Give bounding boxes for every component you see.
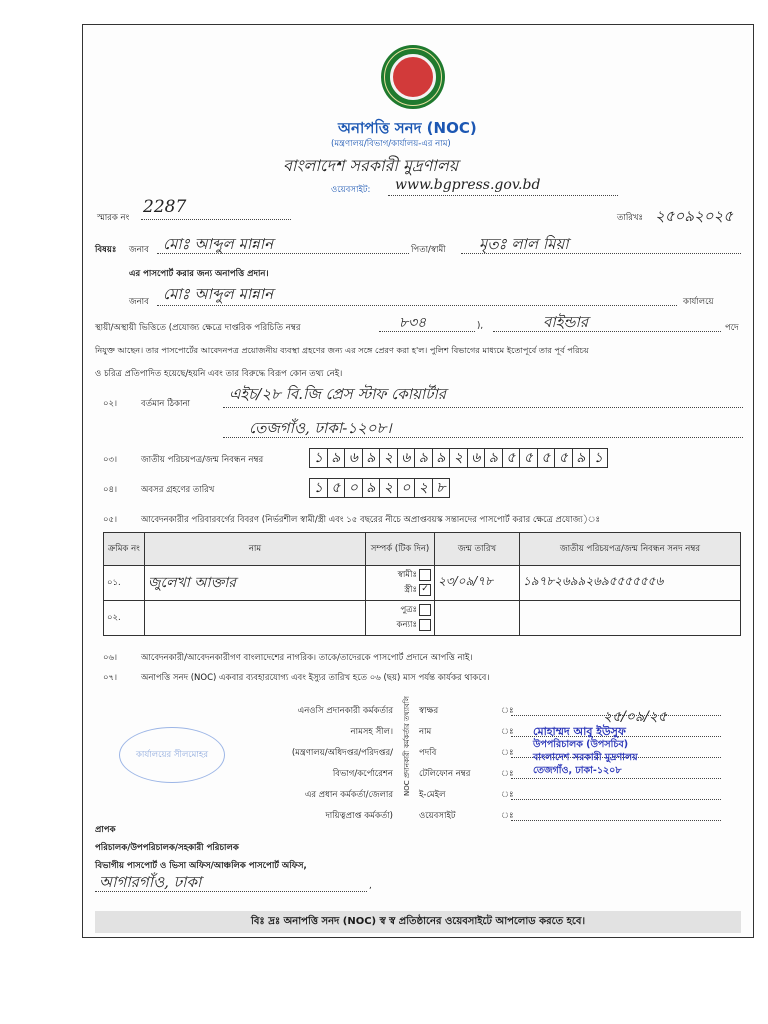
post-label: পদে [725, 323, 739, 333]
nid-digit-box: ১ [589, 448, 608, 468]
body-line3: নিযুক্ত আছেন। তার পাসপোর্টের আবেদনপত্র প্রয়োজনীয় ব্যবস্থা গ্রহণের জন্য এর সঙ্গে প্রেরণ করা হ'ল। পুলিশ বিভাগের মাধ্যমে ইতোপূর্বে তার পূর্ব পরিচয় [95, 345, 589, 355]
retirement-date-digit-box: ৯ [362, 478, 380, 498]
relation-label: স্ত্রীঃ [404, 585, 417, 595]
table-header: ক্রমিক নং [104, 533, 145, 566]
stamp-line: তেজগাঁও, ঢাকা-১২০৮ [533, 765, 622, 776]
field-website: ওয়েবসাইট [419, 811, 456, 821]
retirement-date-digit-box: ১ [309, 478, 327, 498]
issuer-info-vertical-label: NOC প্রদানকারী কর্মকর্তার তথ্যাবলি [403, 696, 411, 796]
office-name: বাংলাদেশ সরকারী মুদ্রণালয় [283, 156, 459, 175]
row-name [145, 601, 366, 636]
subject-janab: জনাব [129, 245, 149, 255]
issuer-description [243, 701, 393, 827]
issuer-field-labels [419, 701, 470, 827]
body-janab: জনাব [129, 297, 149, 307]
issuer-line: এর প্রধান কর্মকর্তা/জেলার [304, 790, 393, 800]
date-label: তারিখঃ [617, 213, 644, 223]
subject-label: বিষয়ঃ [95, 245, 117, 255]
noc-form: অনাপত্তি সনদ (NOC) (মন্ত্রণালয়/বিভাগ/কার্যালয়-এর নাম) বাংলাদেশ সরকারী মুদ্রণালয় ওয়েবসাইট: www.bgpress.gov.bd স্মারক নং 2287 তারিখঃ ২৫০৯২০২৫ বিষয়ঃ জনাব মোঃ আব্দুল মান্নান পিতা/স্বামী মৃতঃ লাল মিয়া এর পাসপোর্ট করার জন্য অনাপত্তি প্রদান। জনাব মোঃ আব্দুল মান্নান কার্যালয়ে স্থায়ী/অস্থায়ী ভিত্তিতে (প্রযোজ্য ক্ষেত্রে দাপ্তরিক পরিচিতি নম্বর ৮৩৪ ), বাইন্ডার পদে নিযুক্ত আছেন। তার পাসপোর্টের আবেদনপত্র প্রয়োজনীয় ব্যবস্থা গ্রহণের জন্য এর সঙ্গে প্রেরণ করা হ'ল। পুলিশ বিভাগের মাধ্যমে ইতোপূর্বে তার পূর্ব পরিচয় ও চরিত্র প্রতিপাদিত হয়েছে/হয়নি এবং তার বিরুদ্ধে বিরূপ কোন তথ্য নেই। ০২। বর্তমান ঠিকানা এইচ/২৮ বি.জি প্রেস স্টাফ কোয়ার্টার তেজগাঁও, ঢাকা-১২০৮। ০৩। জাতীয় পরিচয়পত্র/জন্ম নিবন্ধন নম্বর ১ ৯ ৬ ৯ ২ ৬ ৯ ৯ ২ ৬ ৯ ৫ ৫ ৫ ৫ ৯ ১ ০৪। অবসর গ্রহণের তারিখ ১ ৫ ০ ৯ ২ ০ ২ ৮ ০৫। আবেদনকারীর পরিবারবর্গের বিবরণ (নির্ভরশীল স্বামী/স্ত্রী এবং ১৫ বছরের নীচে অপ্রাপ্তবয়স্ক সন্তানদের পাসপোর্ট করার ক্ষেত্রে প্রযোজ্য)ঃ ক্রমিক নং নাম সম্পর্ক (টিক দিন) জন্ম তারিখ জাতীয় পরিচয়পত্র/জন্ম নিবন্ধন সনদ নম্বর ০১. জুলেখা আক্তার স্বামীঃ স্ত্রীঃ ✓ ২৩/০৯/৭৮ ১৯৭৮২৬৯৯২৬৯৫৫৫৫৫৫৬ ০২. পুত্রঃ কন্যাঃ ০৬। আবেদনকারী/আবেদনকারীগণ বাংলাদেশের নাগরিক। তাকে/তাদেরকে পাসপোর্ট প্রদানে আপত্তি নাই। ০৭। অনাপত্তি সনদ (NOC) একবার ব্যবহারযোগ্য এবং ইস্যুর তারিখ হতে ০৬ (ছয়) মাস পর্যন্ত কার্যকর থাকবে। এনওসি প্রদানকারী কর্মকর্তার নামসহ সীল। (মন্ত্রণালয়/অধিদপ্তর/পরিদপ্তর/ বিভাগ/কর্পোরেশন এর প্রধান কর্মকর্তা/জেলার দায়িত্বপ্রাপ্ত কর্মকর্তা) NOC প্রদানকারী কর্মকর্তার তথ্যাবলি স্বাক্ষর নাম পদবি টেলিফোন নম্বর ই-মেইল ওয়েবসাইট ঃ ঃ ঃ ঃ ঃ ঃ ২৫/০৯/২৫ মোহাম্মদ আবু ইউসুফ উপপরিচালক (উপসচিব) বাংলাদেশ সরকারী মুদ্রণালয় তেজগাঁও, ঢাকা-১২০৮ কার্যালয়ের সীলমোহর প্রাপক পরিচালক/উপপরিচালক/সহকারী পরিচালক বিভাগীয় পাসপোর্ট ও ভিসা অফিস/আঞ্চলিক পাসপোর্ট অফিস, আগারগাঁও, ঢাকা , বিঃ দ্রঃ অনাপত্তি সনদ (NOC) স্ব স্ব প্রতিষ্ঠানের ওয়েবসাইটে আপলোড করতে হবে। [82, 24, 754, 938]
retirement-date-digit-box: ২ [414, 478, 432, 498]
table-header: সম্পর্ক (টিক দিন) [366, 533, 435, 566]
officer-stamp [533, 725, 638, 777]
row-serial: ০২. [104, 601, 145, 636]
relation-label: কন্যাঃ [396, 620, 417, 630]
body-line2: স্থায়ী/অস্থায়ী ভিত্তিতে (প্রযোজ্য ক্ষেত্রে দাপ্তরিক পরিচিতি নম্বর [95, 323, 301, 333]
issuer-line: এনওসি প্রদানকারী কর্মকর্তার [297, 706, 393, 716]
issuer-line: (মন্ত্রণালয়/অধিদপ্তর/পরিদপ্তর/ [291, 748, 393, 758]
item-02-label: বর্তমান ঠিকানা [141, 399, 190, 409]
nid-digit-box: ৫ [502, 448, 520, 468]
stamp-line: মোহাম্মদ আবু ইউসুফ [533, 725, 626, 738]
issuer-line: নামসহ সীল। [350, 727, 393, 737]
body-line4: ও চরিত্র প্রতিপাদিত হয়েছে/হয়নি এবং তার বিরুদ্ধে বিরূপ কোন তথ্য নেই। [95, 369, 343, 379]
retirement-date-digit-box: ৮ [432, 478, 451, 498]
subject-name: মোঃ আব্দুল মান্নান [163, 235, 274, 253]
father-label: পিতা/স্বামী [411, 245, 446, 255]
nid-digit-box: ৬ [467, 448, 485, 468]
recipient-heading: প্রাপক [95, 825, 116, 835]
row-dob: ২৩/০৯/৭৮ [435, 566, 520, 601]
item-05-label: আবেদনকারীর পরিবারবর্গের বিবরণ (নির্ভরশীল স্বামী/স্ত্রী এবং ১৫ বছরের নীচে অপ্রাপ্তবয়স্ক সন্তানদের পাসপোর্ট করার ক্ষেত্রে প্রযোজ্য)ঃ [141, 515, 601, 525]
retirement-date-boxes [309, 478, 450, 498]
official-id: ৮৩৪ [399, 315, 427, 331]
son-checkbox[interactable] [419, 604, 431, 616]
table-row [104, 601, 741, 636]
item-06-text: আবেদনকারী/আবেদনকারীগণ বাংলাদেশের নাগরিক। তাকে/তাদেরকে পাসপোর্ট প্রদানে আপত্তি নাই। [141, 653, 473, 663]
nid-digit-box: ৬ [344, 448, 362, 468]
table-header: জাতীয় পরিচয়পত্র/জন্ম নিবন্ধন সনদ নম্বর [520, 533, 741, 566]
retirement-date-digit-box: ০ [397, 478, 415, 498]
field-name: নাম [419, 727, 432, 737]
item-06-number: ০৬। [103, 653, 118, 663]
office-seal-placeholder: কার্যালয়ের সীলমোহর [119, 727, 225, 783]
date-value: ২৫০৯২০২৫ [655, 207, 733, 225]
form-subtitle: (মন্ত্রণালয়/বিভাগ/কার্যালয়-এর নাম) [331, 139, 451, 149]
table-header: জন্ম তারিখ [435, 533, 520, 566]
website-label: ওয়েবসাইট: [331, 185, 371, 195]
field-phone: টেলিফোন নম্বর [419, 769, 471, 779]
ref-label: স্মারক নং [97, 213, 130, 223]
designation: বাইন্ডার [543, 313, 589, 331]
nid-digit-box: ৫ [554, 448, 572, 468]
nid-digit-box: ৯ [484, 448, 502, 468]
table-row [104, 566, 741, 601]
recipient-line2: বিভাগীয় পাসপোর্ট ও ভিসা অফিস/আঞ্চলিক পাসপোর্ট অফিস, [95, 861, 307, 871]
item-03-label: জাতীয় পরিচয়পত্র/জন্ম নিবন্ধন নম্বর [141, 455, 264, 465]
nid-digit-box: ২ [379, 448, 397, 468]
item-04-label: অবসর গ্রহণের তারিখ [141, 485, 215, 495]
issuer-line: দায়িত্বপ্রাপ্ত কর্মকর্তা) [325, 811, 393, 821]
relation-label: স্বামীঃ [397, 570, 417, 580]
nid-digit-boxes [309, 448, 608, 468]
row-serial: ০১. [104, 566, 145, 601]
field-email: ই-মেইল [419, 790, 446, 800]
nid-digit-box: ৫ [519, 448, 537, 468]
row-nid: ১৯৭৮২৬৯৯২৬৯৫৫৫৫৫৫৬ [520, 566, 741, 601]
retirement-date-digit-box: ৫ [327, 478, 345, 498]
row-name: জুলেখা আক্তার [145, 566, 366, 601]
bangladesh-government-seal-icon [381, 45, 445, 109]
nid-digit-box: ৬ [397, 448, 415, 468]
nid-digit-box: ৯ [414, 448, 432, 468]
nid-digit-box: ৯ [327, 448, 345, 468]
daughter-checkbox[interactable] [419, 619, 431, 631]
retirement-date-digit-box: ০ [344, 478, 362, 498]
husband-checkbox[interactable] [419, 569, 431, 581]
stamp-line: উপপরিচালক (উপসচিব) [533, 739, 629, 750]
item-07-number: ০৭। [103, 673, 118, 683]
nid-digit-box: ৫ [537, 448, 555, 468]
recipient-line1: পরিচালক/উপপরিচালক/সহকারী পরিচালক [95, 843, 239, 853]
office-suffix: কার্যালয়ে [683, 297, 714, 307]
relation-label: পুত্রঃ [400, 605, 417, 615]
item-02-number: ০২। [103, 399, 118, 409]
recipient-line3: আগারগাঁও, ঢাকা [99, 873, 202, 891]
field-designation: পদবি [419, 748, 437, 758]
body-name: মোঃ আব্দুল মান্নান [163, 285, 274, 303]
stamp-line: বাংলাদেশ সরকারী মুদ্রণালয় [533, 752, 638, 763]
item-03-number: ০৩। [103, 455, 118, 465]
ref-number: 2287 [143, 197, 187, 217]
nid-digit-box: ৯ [572, 448, 590, 468]
nid-digit-box: ৯ [432, 448, 450, 468]
signature-date: ২৫/০৯/২৫ [603, 709, 667, 725]
father-name: মৃতঃ লাল মিয়া [479, 235, 569, 253]
website-value: www.bgpress.gov.bd [395, 177, 541, 193]
passport-line: এর পাসপোর্ট করার জন্য অনাপত্তি প্রদান। [129, 269, 269, 279]
item-05-number: ০৫। [103, 515, 118, 525]
nid-digit-box: ৯ [362, 448, 380, 468]
table-header: নাম [145, 533, 366, 566]
item-04-number: ০৪। [103, 485, 118, 495]
issuer-line: বিভাগ/কর্পোরেশন [332, 769, 393, 779]
nid-digit-box: ১ [309, 448, 327, 468]
field-signature: স্বাক্ষর [419, 706, 439, 716]
nid-digit-box: ২ [449, 448, 467, 468]
retirement-date-digit-box: ২ [379, 478, 397, 498]
present-address-line2: তেজগাঁও, ঢাকা-১২০৮। [249, 419, 392, 437]
present-address-line1: এইচ/২৮ বি.জি প্রেস স্টাফ কোয়ার্টার [229, 385, 447, 403]
item-07-text: অনাপত্তি সনদ (NOC) একবার ব্যবহারযোগ্য এবং ইস্যুর তারিখ হতে ০৬ (ছয়) মাস পর্যন্ত কার্যকর থাকবে। [141, 673, 490, 683]
footer-note: বিঃ দ্রঃ অনাপত্তি সনদ (NOC) স্ব স্ব প্রতিষ্ঠানের ওয়েবসাইটে আপলোড করতে হবে। [95, 911, 741, 933]
row-dob [435, 601, 520, 636]
wife-checkbox[interactable]: ✓ [419, 584, 431, 596]
family-table [103, 532, 741, 636]
form-title: অনাপত্তি সনদ (NOC) [338, 119, 477, 137]
row-nid [520, 601, 741, 636]
